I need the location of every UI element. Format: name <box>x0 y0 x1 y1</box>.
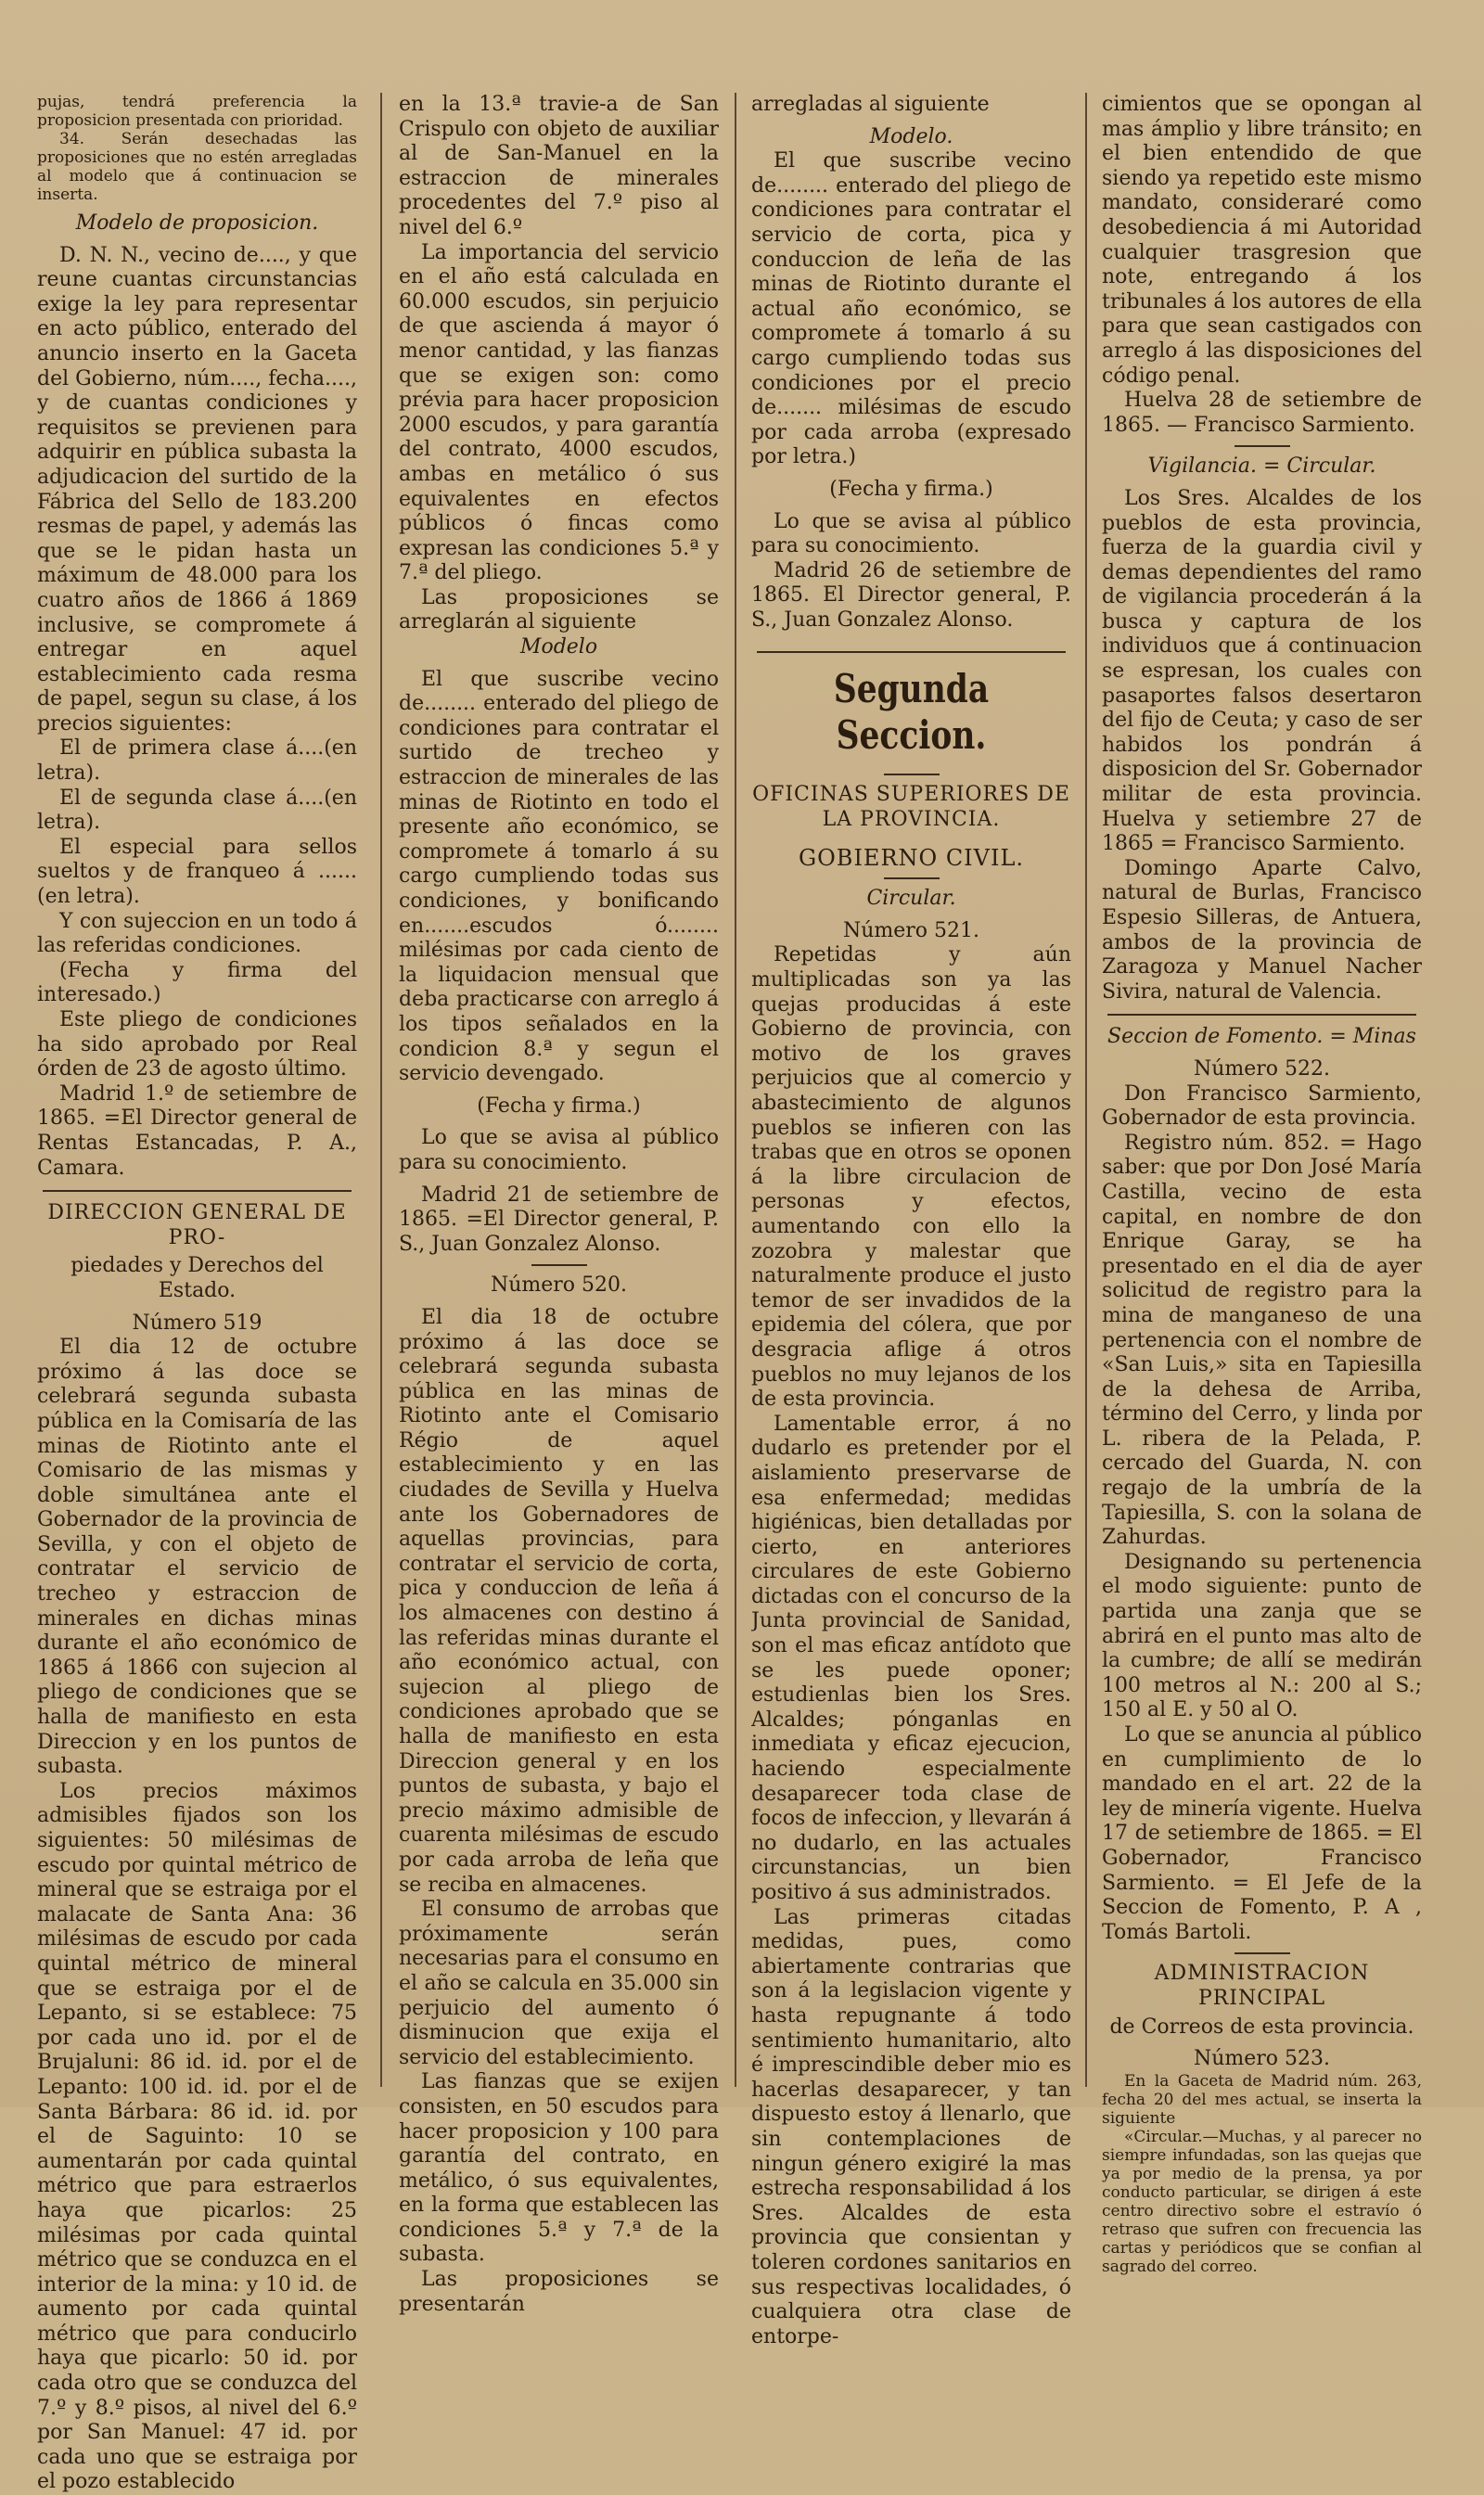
section-title: Modelo <box>519 635 598 659</box>
section-rule <box>43 1190 352 1192</box>
paragraph: El que suscribe vecino de........ enterado del pliego de condiciones para contratar el surtido de trecheo y estraccion de minerales de las minas de Riotinto en todo el presente año económico, se compromete á tomarlo á su cargo cumpliendo todas sus condiciones, y bonificando en.......escudos ó........ milésimas por cada ciento de la liquidacion mensual que deba practicarse con arreglo á los tipos señalados en la condicion 8.ª y segun el servicio devengado. <box>399 667 719 1086</box>
separator <box>884 774 940 775</box>
office-heading: OFICINAS SUPERIORES DE LA PROVINCIA. <box>752 783 1070 832</box>
paragraph: en la 13.ª travie-a de San Crispulo con objeto de auxiliar al de San-Manuel en la estraccion de minerales procedentes del 7.º piso al nivel del 6.º <box>399 93 719 239</box>
section-heading: Segunda Seccion. <box>833 666 990 759</box>
separator <box>531 1264 587 1266</box>
section-title: Modelo. <box>869 124 953 148</box>
notice-number: Número 519 <box>132 1311 262 1335</box>
notice-number: Número 521. <box>842 918 980 942</box>
column-4 <box>1102 93 1422 2276</box>
signature-note: (Fecha y firma.) <box>477 1094 641 1118</box>
notice-number: Número 522. <box>1193 1056 1331 1081</box>
government-heading: GOBIERNO CIVIL. <box>798 844 1025 871</box>
section-rule <box>757 651 1066 653</box>
section-title: Modelo de proposicion. <box>75 211 319 235</box>
price-line: El especial para sellos sueltos y de franqueo á ...... (en letra). <box>37 835 357 909</box>
separator <box>884 877 940 879</box>
column-divider <box>735 93 736 2087</box>
section-rule <box>1107 1014 1416 1016</box>
paragraph: Don Francisco Sarmiento, Gobernador de esta provincia. <box>1102 1081 1422 1131</box>
separator <box>1235 445 1290 447</box>
paragraph: Los precios máximos admisibles fijados son los siguientes: 50 milésimas de escudo por quintal métrico de mineral que se estraiga por el malacate de Santa Ana: 36 milésimas de escudo por cada quintal métrico de mineral que se estraiga por el de Lepanto, si se establece: 75 por cada uno id. por el de Brujaluni: 86 id. id. por el de Lepanto: 100 id. id. por el de Santa Bárbara: 86 id. id. por el de Saguinto: 10 se aumentarán por cada quintal métrico que para estraerlos haya que picarlos: 25 milésimas por cada quintal métrico que se conduzca en el interior de la mina: y 10 id. de aumento por cada quintal métrico que para conducirlo haya que picarlo: 50 id. por cada otro que se conduzca del 7.º y 8.º pisos, al nivel del 6.º por San Manuel: 47 id. por cada uno que se estraiga por el pozo establecido <box>37 1779 357 2494</box>
section-title: Vigilancia. = Circular. <box>1147 454 1376 479</box>
paragraph: Domingo Aparte Calvo, natural de Burlas, Francisco Espesio Silleras, de Antuera, ambos de la provincia de Zaragoza y Manuel Nacher Sivira, natural de Valencia. <box>1102 856 1422 1004</box>
paragraph: Repetidas y aún multiplicadas son ya las quejas producidas á este Gobierno de provincia, con motivo de los graves perjuicios que al comercio y abastecimiento de algunos pueblos se infieren con las trabas que en otros se oponen á la libre circulacion de personas y efectos, aumentando con ello la zozobra y malestar que naturalmente produce el justo temor de ser invadidos de la epidemia del cólera, que por desgracia aflige á otros pueblos no muy lejanos de los de esta provincia. <box>751 943 1071 1412</box>
paragraph: Este pliego de condiciones ha sido aprobado por Real órden de 23 de agosto último. <box>37 1008 357 1081</box>
column-3 <box>751 93 1071 2349</box>
notice-number: Número 523. <box>1193 2047 1331 2071</box>
separator <box>1235 1952 1290 1954</box>
notice-number: Número 520. <box>490 1273 628 1298</box>
paragraph: Huelva 28 de setiembre de 1865. — Francisco Sarmiento. <box>1102 389 1422 437</box>
paragraph: Lo que se avisa al público para su conocimiento. <box>751 509 1071 558</box>
paragraph: pujas, tendrá preferencia la proposicion presentada con prioridad. <box>37 93 357 130</box>
paragraph: Lo que se avisa al público para su conocimiento. <box>399 1126 719 1174</box>
paragraph: Lo que se anuncia al público en cumplimiento de lo mandado en el art. 22 de la ley de minería vigente. Huelva 17 de setiembre de 1865. = El Gobernador, Francisco Sarmiento. = El Jefe de la Seccion de Fomento, P. A , Tomás Bartoli. <box>1102 1723 1422 1944</box>
section-heading: ADMINISTRACION PRINCIPAL <box>1154 1962 1370 2010</box>
section-title: Circular. <box>866 887 956 911</box>
paragraph: Registro núm. 852. = Hago saber: que por Don José María Castilla, vecino de esta capital, en nombre de don Enrique Garay, se ha presentado en el dia de ayer solicitud de registro para la mina de manganeso de una pertenencia con el nombre de «San Luis,» sita en Tapiesilla de la dehesa de Arriba, término del Cerro, y linda por L. ribera de la Pelada, P. cercado del Guarda, N. con regajo de la umbría de la Tapiesilla, S. con la solana de Zahurdas. <box>1102 1131 1422 1550</box>
column-2 <box>399 93 719 2317</box>
column-1 <box>37 93 357 2495</box>
paragraph: Madrid 1.º de setiembre de 1865. =El Director general de Rentas Estancadas, P. A., Camara. <box>37 1081 357 1180</box>
paragraph: Designando su pertenencia el modo siguiente: punto de partida una zanja que se abrirá en el punto mas alto de la cumbre; de allí se medirán 100 metros al N.: 200 al S.; 150 al E. y 50 al O. <box>1102 1550 1422 1722</box>
paragraph: Las primeras citadas medidas, pues, como abiertamente contrarias que son á la legislacion vigente y hasta repugnante á todo sentimiento humanitario, alto é imprescindible deber mio es hacerlas desaparecer, y tan dispuesto estoy á llenarlo, que sin contemplaciones de ningun género exigiré la mas estrecha responsabilidad á los Sres. Alcaldes de esta provincia que consientan y toleren cordones sanitarios en sus respectivas localidades, ó cualquiera otra clase de entorpe- <box>751 1905 1071 2348</box>
paragraph: En la Gaceta de Madrid núm. 263, fecha 20 del mes actual, se inserta la siguiente <box>1102 2071 1422 2128</box>
price-line: El de segunda clase á....(en letra). <box>37 786 357 835</box>
section-title: Seccion de Fomento. = Minas <box>1107 1025 1416 1049</box>
paragraph: D. N. N., vecino de...., y que reune cuantas circunstancias exige la ley para representar en acto público, enterado del anuncio inserto en la Gaceta del Gobierno, núm...., fecha...., y de cuantas condiciones y requisitos se previenen para adquirir en pública subasta la adjudicacion del surtido de la Fábrica del Sello de 183.200 resmas de papel, y además las que se le pidan hasta un máximum de 48.000 para los cuatro años de 1866 á 1869 inclusive, se compromete á entregar en aquel establecimiento cada resma de papel, segun su clase, á los precios siguientes: <box>37 243 357 736</box>
paragraph: «Circular.—Muchas, y al parecer no siempre infundadas, son las quejas que ya por medio de la prensa, ya por conducto particular, se dirigen á este centro directivo sobre el estravío ó retraso que sufren con frecuencia las cartas y periódicos que se confian al sagrado del correo. <box>1102 2127 1422 2276</box>
paragraph: Lamentable error, á no dudarlo es pretender por el aislamiento preservarse de esa enfermedad; medidas higiénicas, bien detalladas por cierto, en anteriores circulares de este Gobierno dictadas con el concurso de la Junta provincial de Sanidad, son el mas eficaz antídoto que se les puede oponer; estudienlas bien los Sres. Alcaldes; pónganlas en inmediata y eficaz ejecucion, haciendo especialmente desaparecer toda clase de focos de infeccion, y llevarán á no dudarlo, en las actuales circunstancias, un bien positivo á sus administrados. <box>751 1412 1071 1904</box>
signature-note: (Fecha y firma del interesado.) <box>37 958 357 1007</box>
paragraph: El dia 18 de octubre próximo á las doce se celebrará segunda subasta pública en las minas de Riotinto ante el Comisario Régio de aquel establecimiento y en las ciudades de Sevilla y Huelva ante los Gobernadores de aquellas provincias, para contratar el servicio de corta, pica y conduccion de leña á los almacenes con destino á las referidas minas durante el año económico actual, con sujecion al pliego de condiciones aprobado que se halla de manifiesto en esta Direccion general y en los puntos de subasta, y bajo el precio máximo admisible de cuarenta milésimas de escudo por cada arroba de leña que se reciba en almacenes. <box>399 1305 719 1897</box>
paragraph: El consumo de arrobas que próximamente serán necesarias para el consumo en el año se calcula en 35.000 sin perjuicio del aumento ó disminucion que exija el servicio del establecimiento. <box>399 1898 719 2069</box>
paragraph: cimientos que se opongan al mas ámplio y libre tránsito; en el bien entendido de que siendo ya repetido este mismo mandato, consideraré como desobediencia á mi Autoridad cualquier trasgresion que note, entregando á los tribunales á los autores de ella para que sean castigados con arreglo á las disposiciones del código penal. <box>1102 93 1422 388</box>
signature-note: (Fecha y firma.) <box>829 477 993 501</box>
paragraph: Las proposiciones se arreglarán al siguiente <box>399 585 719 634</box>
paragraph: Madrid 26 de setiembre de 1865. El Director general, P. S., Juan Gonzalez Alonso. <box>751 558 1071 632</box>
paragraph: Y con sujeccion en un todo á las referidas condiciones. <box>37 909 357 958</box>
paragraph: Madrid 21 de setiembre de 1865. =El Director general, P. S., Juan Gonzalez Alonso. <box>399 1183 719 1256</box>
column-divider <box>1085 93 1087 2087</box>
paragraph: 34. Serán desechadas las proposiciones que no estén arregladas al modelo que á continuacion se inserta. <box>37 130 357 204</box>
paragraph: Los Sres. Alcaldes de los pueblos de esta provincia, fuerza de la guardia civil y demas dependientes del ramo de vigilancia procederán á la busca y captura de los individuos que á continuacion se espresan, los cuales con pasaportes falsos desertaron del fijo de Ceuta; y caso de ser habidos los pondrán á disposicion del Sr. Gobernador militar de esta provincia. Huelva y setiembre 27 de 1865 = Francisco Sarmiento. <box>1102 486 1422 856</box>
paragraph: Las proposiciones se presentarán <box>399 2268 719 2316</box>
section-subheading: piedades y Derechos del Estado. <box>70 1254 324 1302</box>
paragraph: El que suscribe vecino de........ enterado del pliego de condiciones para contratar el servicio de corta, pica y conduccion de leña de las minas de Riotinto durante el actual año económico, se compromete á tomarlo á su cargo cumpliendo todas sus condiciones por el precio de....... milésimas de escudo por cada arroba (expresado por letra.) <box>751 149 1071 469</box>
section-subheading: de Correos de esta provincia. <box>1109 2015 1414 2039</box>
price-line: El de primera clase á....(en letra). <box>37 736 357 786</box>
column-divider <box>380 93 382 2087</box>
paragraph: La importancia del servicio en el año está calculada en 60.000 escudos, sin perjuicio de que ascienda á mayor ó menor cantidad, y las fianzas que se exigen son: como prévia para hacer proposicion 2000 escudos, y para garantía del contrato, 4000 escudos, ambas en metálico ó sus equivalentes en efectos públicos ó fincas como expresan las condiciones 5.ª y 7.ª del pliego. <box>399 240 719 585</box>
paragraph: Las fianzas que se exijen consisten, en 50 escudos para hacer proposicion y 100 para garantía del contrato, en metálico, ó sus equivalentes, en la forma que establecen las condiciones 5.ª y 7.ª de la subasta. <box>399 2070 719 2267</box>
paragraph: El dia 12 de octubre próximo á las doce se celebrará segunda subasta pública en la Comisaría de las minas de Riotinto ante el Comisario de las mismas y doble simultánea ante el Gobernador de la provincia de Sevilla, y con el objeto de contratar el servicio de trecheo y estraccion de minerales en dichas minas durante el año económico de 1865 á 1866 con sujecion al pliego de condiciones que se halla de manifiesto en esta Direccion y en los puntos de subasta. <box>37 1336 357 1779</box>
paragraph: arregladas al siguiente <box>751 93 990 116</box>
section-heading: DIRECCION GENERAL DE PRO- <box>47 1201 347 1249</box>
